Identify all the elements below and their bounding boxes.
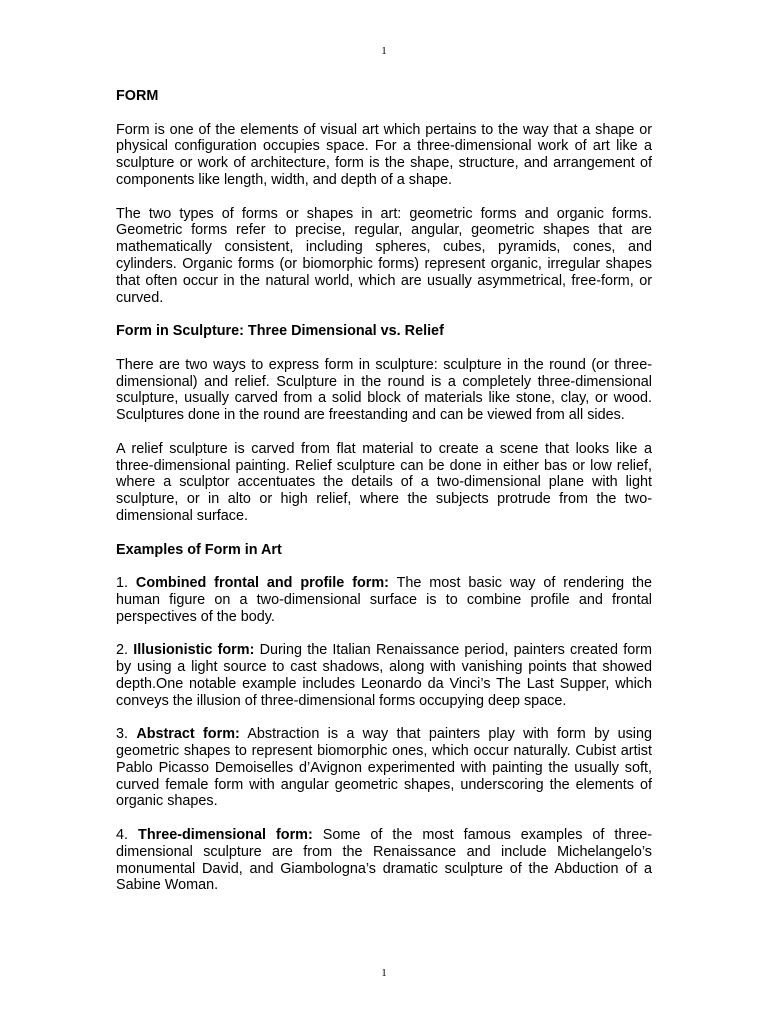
example-text: Some of the most famous examples of three-dimensional sculpture are from the Renaissance and include Michelangelo’s monumental David, and Giambologna’s dramatic sculpture of the Abduction of a Sabine Woman. (116, 827, 653, 894)
example-title: Three-dimensional form: (138, 827, 313, 844)
example-text: The most basic way of rendering the human figure on a two-dimensional surface is to combine profile and frontal perspectives of the body. (116, 575, 652, 625)
example-item (116, 827, 652, 894)
document-body (116, 88, 652, 911)
example-text: Abstraction is a way that painters play with form by using geometric shapes to represent biomorphic ones, which occur naturally. Cubist artist Pablo Picasso Demoiselles d’Avignon experimented with painting the usually soft, curved female form with angular geometric shapes, underscoring the elements of organic shapes. (116, 726, 652, 810)
page-title: FORM (116, 88, 159, 104)
intro-paragraph-1: Form is one of the elements of visual art which pertains to the way that a shape or physical configuration occupies space. For a three-dimensional work of art like a sculpture or work of architecture, form is the shape, structure, and arrangement of components like length, width, and depth of a shape. (116, 121, 652, 188)
example-number: 2. (116, 642, 129, 659)
intro-paragraph-2: The two types of forms or shapes in art: geometric forms and organic forms. Geometric forms refer to precise, regular, angular, geometric shapes that are mathematically consistent, including spheres, cubes, pyramids, cones, and cylinders. Organic forms (or biomorphic forms) represent organic, irregular shapes that often occur in the natural world, which are usually asymmetrical, free-form, or curved. (116, 205, 652, 306)
example-item (116, 642, 652, 709)
page-number-footer: 1 (381, 967, 387, 979)
page-number-header: 1 (381, 45, 387, 57)
example-title: Combined frontal and profile form: (135, 575, 389, 592)
sculpture-paragraph-1: There are two ways to express form in sculpture: sculpture in the round (or three-dimensional) and relief. Sculpture in the round is a completely three-dimensional sculpture, usually carved from a solid block of materials like stone, clay, or wood. Sculptures done in the round are freestanding and can be viewed from all sides. (116, 356, 652, 424)
example-item (116, 575, 652, 625)
example-title: Abstract form: (136, 726, 240, 743)
examples-section-heading: Examples of Form in Art (116, 541, 282, 558)
example-text: During the Italian Renaissance period, painters created form by using a light source to cast shadows, along with vanishing points that showed depth.One notable example includes Leonardo da Vinci’s The Last Supper, which conveys the illusion of three-dimensional forms occupying deep space. (116, 642, 653, 709)
sculpture-paragraph-2: A relief sculpture is carved from flat material to create a scene that looks like a three-dimensional painting. Relief sculpture can be done in either bas or low relief, where a sculptor accentuates the details of a two-dimensional plane with light sculpture, or in alto or high relief, where the subjects protrude from the two-dimensional surface. (116, 440, 652, 524)
sculpture-section-heading: Form in Sculpture: Three Dimensional vs. Relief (116, 323, 444, 340)
example-number: 4. (116, 827, 129, 844)
example-title: Illusionistic form: (133, 642, 255, 659)
example-item (116, 726, 652, 810)
example-number: 1. (116, 575, 129, 592)
example-number: 3. (116, 726, 129, 743)
